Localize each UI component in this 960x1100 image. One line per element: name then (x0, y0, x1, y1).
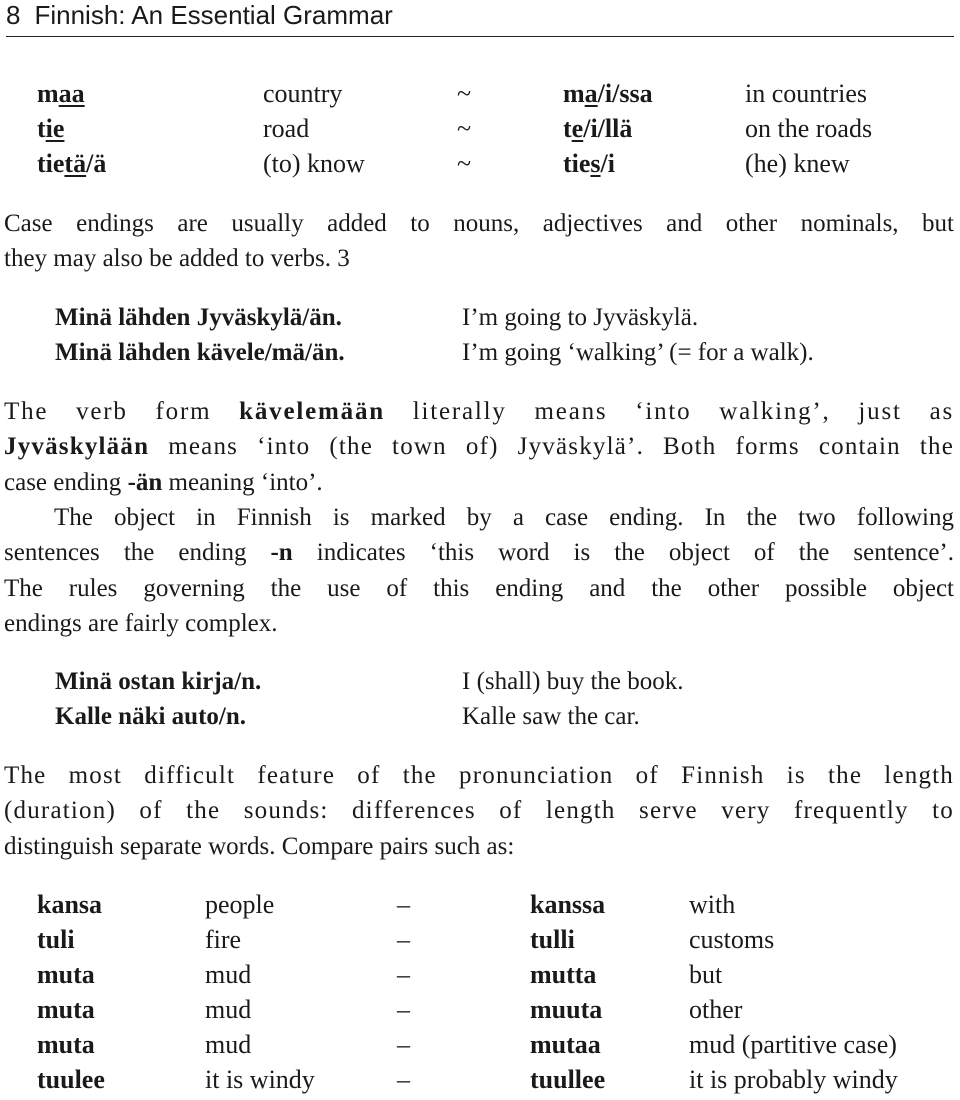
gloss: mud (205, 1030, 252, 1059)
table-row (0, 1027, 960, 1062)
paired-gloss: but (689, 960, 723, 989)
table-row (0, 957, 960, 992)
text-line: endings are fairly complex. (4, 609, 278, 637)
gloss: it is windy (205, 1065, 315, 1094)
paired-gloss: it is probably windy (689, 1065, 898, 1094)
paired-word: tuullee (530, 1065, 606, 1094)
paired-word: mutaa (530, 1030, 601, 1059)
text-line: The rules governing the use of this ending and the other possible object (4, 574, 954, 602)
inflected-form: ties/i (563, 149, 615, 178)
gloss: road (263, 114, 310, 143)
text-line: case ending -än meaning ‘into’. (4, 468, 323, 496)
bold-term: Jyväskylään (4, 433, 150, 461)
gloss: people (205, 890, 275, 919)
finnish-sentence: Minä ostan kirja/n. (55, 668, 262, 695)
bold-term: -än (127, 468, 163, 496)
form-gloss: (he) knew (745, 149, 850, 178)
dash-separator: – (397, 995, 410, 1024)
inflected-form: ma/i/ssa (563, 79, 653, 108)
dash-separator: – (397, 1065, 410, 1094)
paired-word: kanssa (530, 890, 606, 919)
dash-separator: – (397, 1030, 410, 1059)
text-line: The verb form kävelemään literally means ‘into walking’, just as (4, 398, 954, 425)
paired-word: muuta (530, 995, 603, 1024)
table-row (0, 922, 960, 957)
paired-gloss: with (689, 890, 736, 919)
example-row (0, 699, 960, 734)
running-header (6, 0, 954, 37)
paired-gloss: customs (689, 925, 775, 954)
finnish-word: kansa (37, 890, 103, 919)
table-row (0, 146, 960, 181)
tilde-separator: ~ (457, 79, 472, 108)
paired-word: tulli (530, 925, 575, 954)
paragraph-verb-form (4, 394, 954, 500)
bold-term: -n (270, 539, 293, 567)
paragraph-object (4, 500, 954, 641)
paired-word: mutta (530, 960, 597, 989)
text-line: sentences the ending -n indicates ‘this word is the object of the sentence’. (4, 539, 955, 567)
finnish-word: maa (37, 79, 85, 108)
text-line: Jyväskylään means ‘into (the town of) Jyväskylä’. Both forms contain the (4, 433, 954, 461)
gloss: fire (205, 925, 242, 954)
finnish-word: tietä/ä (37, 149, 107, 178)
example-row (0, 300, 960, 335)
text-line: they may also be added to verbs. 3 (4, 245, 350, 273)
gloss: mud (205, 995, 252, 1024)
english-translation: Kalle saw the car. (462, 703, 640, 730)
finnish-word: tie (37, 114, 65, 143)
text-line: distinguish separate words. Compare pairs such as: (4, 832, 515, 860)
finnish-sentence: Minä lähden kävele/mä/än. (55, 339, 345, 366)
gloss: mud (205, 960, 252, 989)
paragraph-length (4, 758, 954, 864)
example-row (0, 664, 960, 699)
english-translation: I (shall) buy the book. (462, 668, 684, 695)
tilde-separator: ~ (457, 114, 472, 143)
english-translation: I’m going ‘walking’ (= for a walk). (462, 339, 814, 366)
bold-term: kävelemään (239, 398, 385, 425)
page-number: 8 (6, 0, 21, 30)
text-line: The most difficult feature of the pronunciation of Finnish is the length (4, 762, 954, 789)
dash-separator: – (397, 890, 410, 919)
tilde-separator: ~ (457, 149, 472, 178)
form-gloss: in countries (745, 79, 868, 108)
finnish-word: tuli (37, 925, 75, 954)
table-row (0, 111, 960, 146)
paragraph-case-endings (4, 206, 954, 277)
table-row (0, 992, 960, 1027)
gloss: country (263, 79, 343, 108)
finnish-word: muta (37, 1030, 95, 1059)
finnish-sentence: Minä lähden Jyväskylä/än. (55, 304, 342, 331)
finnish-word: tuulee (37, 1065, 105, 1094)
inflected-form: te/i/llä (563, 114, 633, 143)
gloss: (to) know (263, 149, 365, 178)
form-gloss: on the roads (745, 114, 873, 143)
table-row (0, 887, 960, 922)
english-translation: I’m going to Jyväskylä. (462, 304, 699, 331)
finnish-word: muta (37, 960, 95, 989)
text-line: The object in Finnish is marked by a case ending. In the two following (54, 504, 954, 531)
paired-gloss: other (689, 995, 743, 1024)
paired-gloss: mud (partitive case) (689, 1030, 897, 1059)
table-row (0, 76, 960, 111)
dash-separator: – (397, 960, 410, 989)
example-row (0, 335, 960, 370)
dash-separator: – (397, 925, 410, 954)
text-line: Case endings are usually added to nouns, adjectives and other nominals, but (4, 210, 954, 237)
book-title: Finnish: An Essential Grammar (34, 0, 393, 30)
table-row (0, 1062, 960, 1097)
text-line: (duration) of the sounds: differences of length serve very frequently to (4, 797, 954, 825)
finnish-word: muta (37, 995, 95, 1024)
finnish-sentence: Kalle näki auto/n. (55, 703, 247, 730)
